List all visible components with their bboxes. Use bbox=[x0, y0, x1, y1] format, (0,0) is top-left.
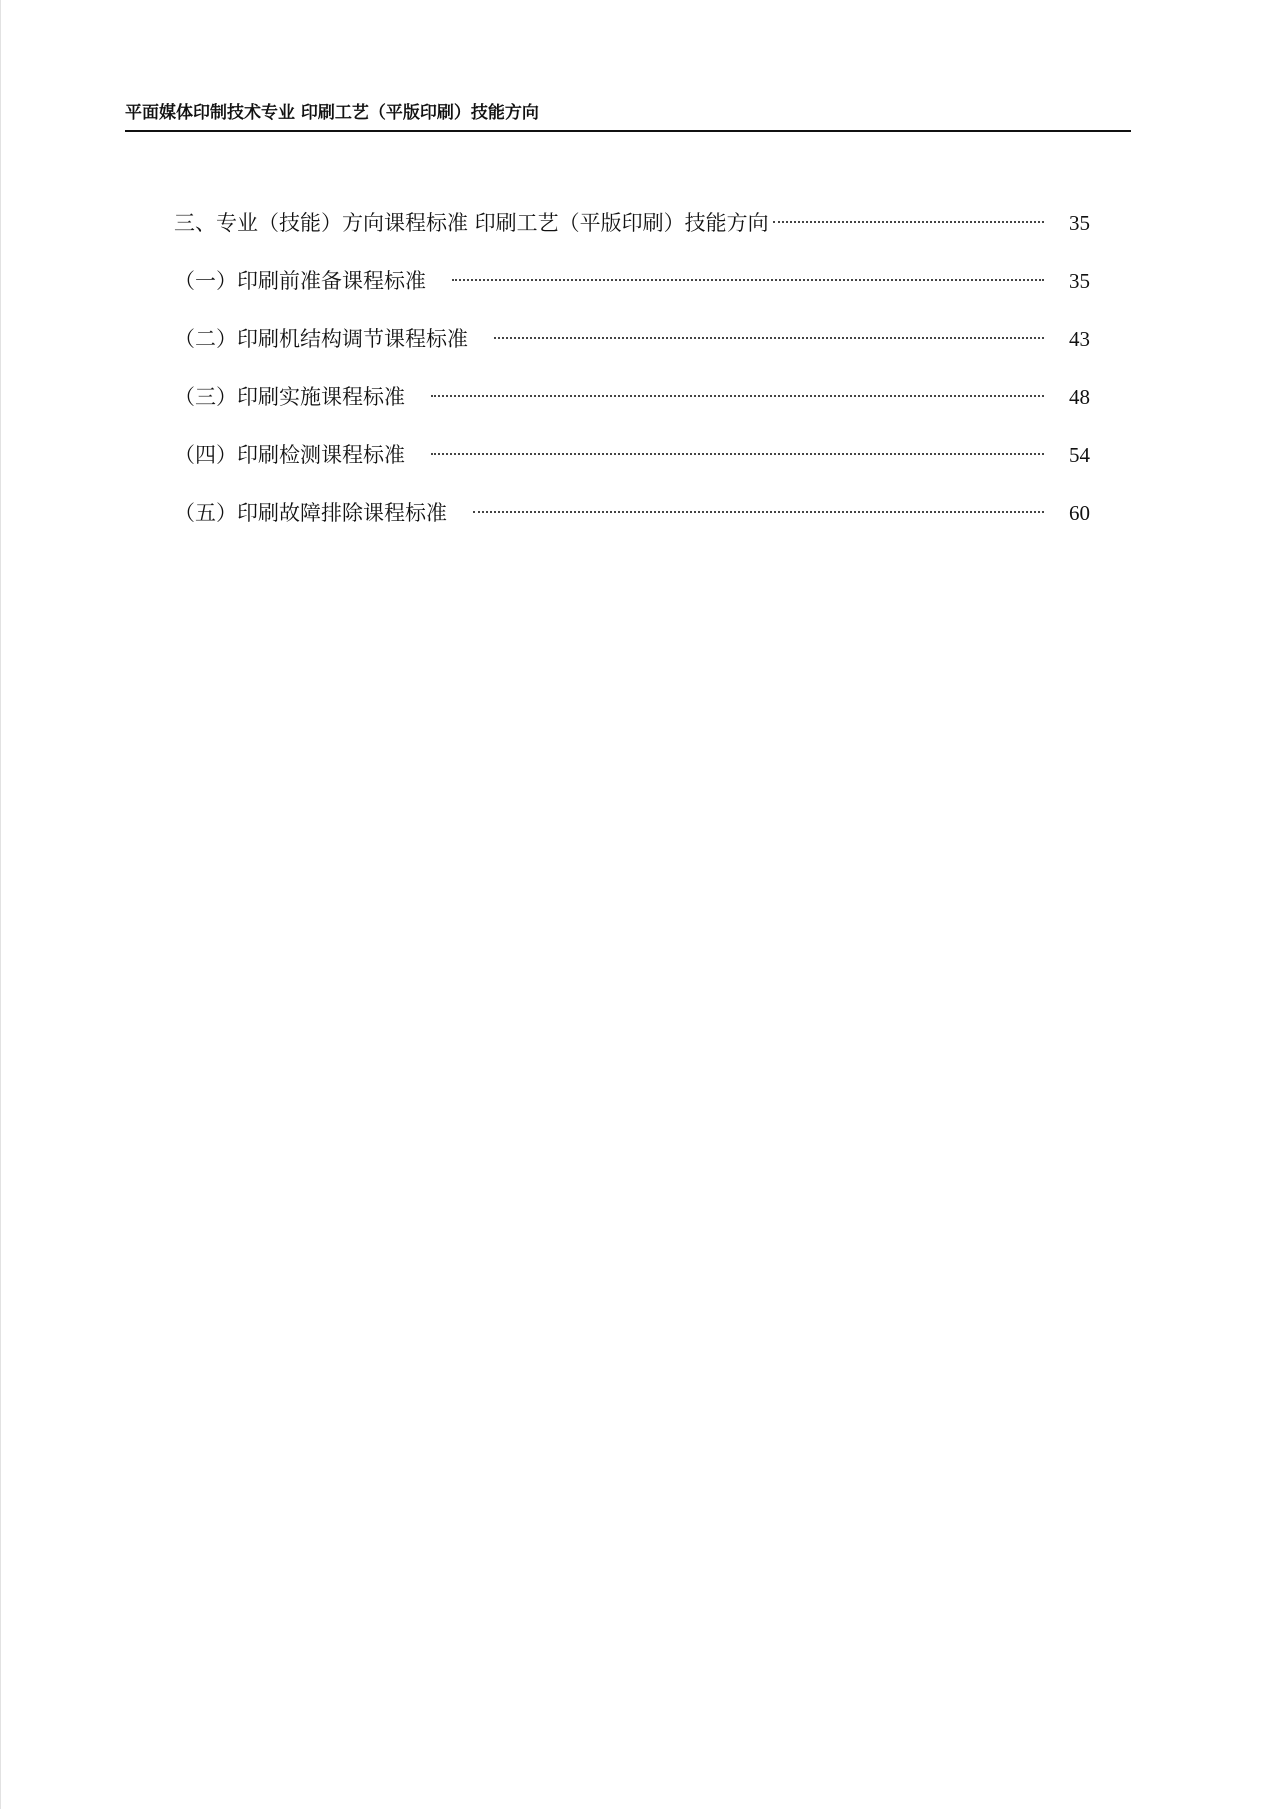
toc-entry[interactable] bbox=[174, 316, 1090, 374]
toc-entry-title: （五）印刷故障排除课程标准 bbox=[174, 501, 447, 525]
toc-dot-leader bbox=[431, 395, 1044, 397]
toc-page-number: 48 bbox=[1069, 385, 1090, 409]
toc-dot-leader bbox=[452, 279, 1044, 281]
toc-entry[interactable] bbox=[174, 490, 1090, 548]
table-of-contents bbox=[174, 200, 1090, 548]
toc-entry-title: （二）印刷机结构调节课程标准 bbox=[174, 327, 468, 351]
toc-entry[interactable] bbox=[174, 374, 1090, 432]
toc-entry[interactable] bbox=[174, 200, 1090, 258]
toc-entry-title: （四）印刷检测课程标准 bbox=[174, 443, 405, 467]
toc-dot-leader bbox=[473, 511, 1044, 513]
toc-page-number: 35 bbox=[1069, 211, 1090, 235]
toc-page-number: 60 bbox=[1069, 501, 1090, 525]
toc-entry-title: （一）印刷前准备课程标准 bbox=[174, 269, 426, 293]
toc-entry[interactable] bbox=[174, 258, 1090, 316]
toc-dot-leader bbox=[494, 337, 1044, 339]
running-header bbox=[125, 98, 1131, 132]
toc-page-number: 35 bbox=[1069, 269, 1090, 293]
toc-entry-title: 三、专业（技能）方向课程标准 印刷工艺（平版印刷）技能方向 bbox=[174, 211, 769, 235]
toc-dot-leader bbox=[431, 453, 1044, 455]
toc-page-number: 43 bbox=[1069, 327, 1090, 351]
toc-entry[interactable] bbox=[174, 432, 1090, 490]
toc-entry-title: （三）印刷实施课程标准 bbox=[174, 385, 405, 409]
toc-dot-leader bbox=[773, 221, 1044, 223]
running-header-text: 平面媒体印制技术专业 印刷工艺（平版印刷）技能方向 bbox=[125, 103, 539, 123]
toc-page-number: 54 bbox=[1069, 443, 1090, 467]
